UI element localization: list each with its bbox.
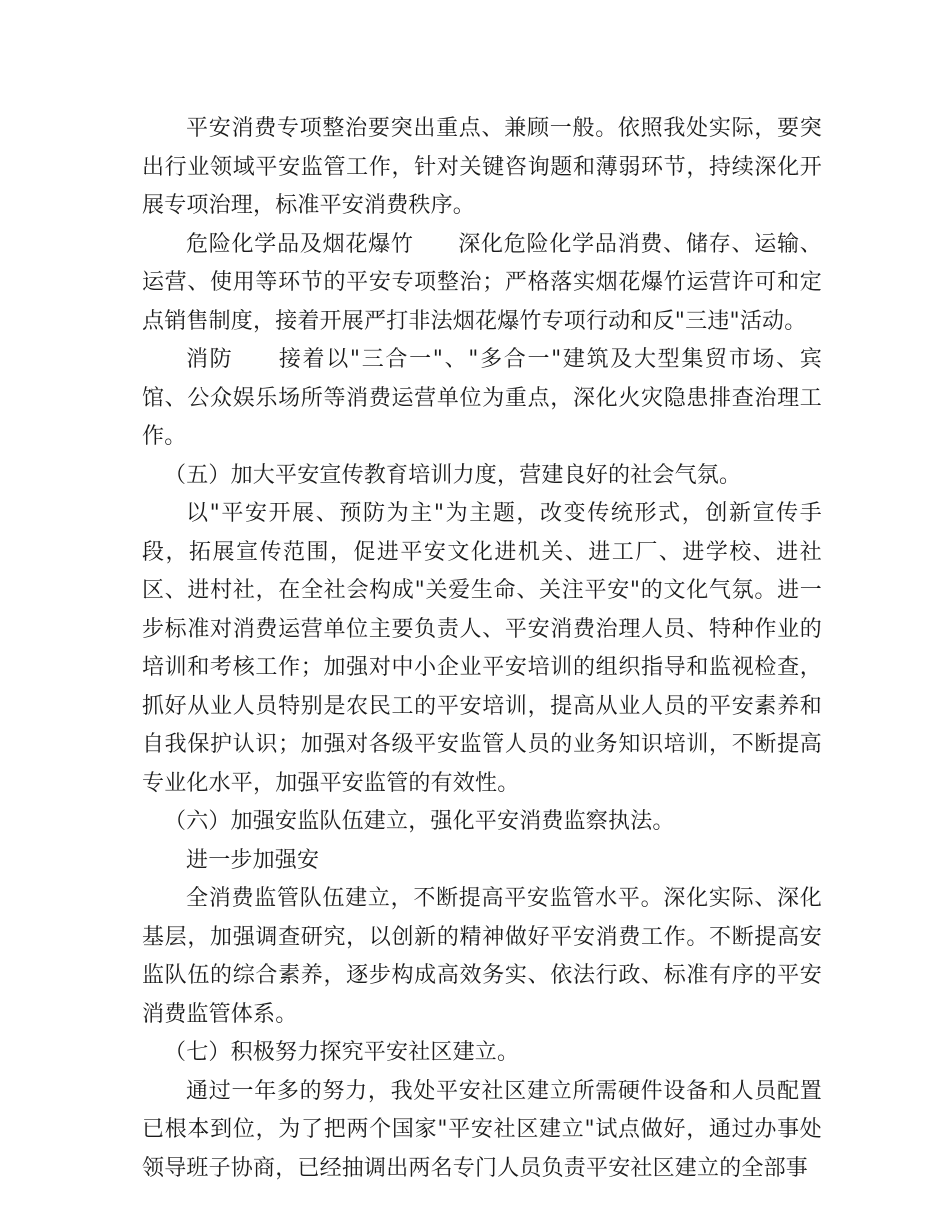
item-label: 危险化学品及烟花爆竹 (186, 231, 414, 257)
paragraph-safe-community (142, 1073, 822, 1189)
paragraph-1 (142, 110, 822, 226)
paragraph-hazardous-chemicals (142, 226, 822, 342)
heading-text: （六）加强安监队伍建立，强化平安消费监察执法。 (164, 809, 675, 834)
section-heading-7 (142, 1034, 822, 1073)
heading-text: （七）积极努力探究平安社区建立。 (164, 1040, 520, 1065)
paragraph-text: 接着以"三合一"、"多合一"建筑及大型集贸市场、宾馆、公众娱乐场所等消费运营单位为重点，深化火灾隐患排查治理工作。 (142, 347, 822, 449)
paragraph-text: 以"平安开展、预防为主"为主题，改变传统形式，创新宣传手段，拓展宣传范围，促进平安文化进机关、进工厂、进学校、进社区、进村社，在全社会构成"关爱生命、关注平安"的文化气氛。进一步标准对消费运营单位主要负责人、平安消费治理人员、特种作业的培训和考核工作；加强对中小企业平安培训的组织指导和监视检查，抓好从业人员特别是农民工的平安培训，提高从业人员的平安素养和自我保护认识；加强对各级平安监管人员的业务知识培训，不断提高专业化水平，加强平安监管的有效性。 (142, 501, 822, 796)
document-body (142, 110, 822, 1188)
paragraph-text: 全消费监管队伍建立，不断提高平安监管水平。深化实际、深化基层，加强调查研究，以创新的精神做好平安消费工作。不断提高安监队伍的综合素养，逐步构成高效务实、依法行政、标准有序的平安消费监管体系。 (142, 886, 822, 1027)
section-heading-6 (142, 803, 822, 842)
paragraph-text: 进一步加强安 (186, 847, 320, 873)
paragraph-text: 平安消费专项整治要突出重点、兼顾一般。依照我处实际，要突出行业领域平安监管工作，针对关键咨询题和薄弱环节，持续深化开展专项治理，标准平安消费秩序。 (142, 116, 822, 218)
paragraph-fire-protection (142, 341, 822, 457)
paragraph-supervision-team (142, 880, 822, 1034)
paragraph-text: 深化危险化学品消费、储存、运输、运营、使用等环节的平安专项整治；严格落实烟花爆竹运营许可和定点销售制度，接着开展严打非法烟花爆竹专项行动和反"三违"活动。 (142, 231, 822, 334)
heading-text: （五）加大平安宣传教育培训力度，营建良好的社会气氛。 (164, 462, 742, 488)
paragraph-text: 通过一年多的努力，我处平安社区建立所需硬件设备和人员配置已根本到位，为了把两个国家"平安社区建立"试点做好，通过办事处领导班子协商，已经抽调出两名专门人员负责平安社区建立的全部事 (142, 1078, 822, 1181)
paragraph-publicity-training (142, 495, 822, 803)
paragraph-fragment (142, 842, 822, 881)
section-heading-5 (142, 457, 822, 496)
item-label: 消防 (186, 347, 234, 372)
